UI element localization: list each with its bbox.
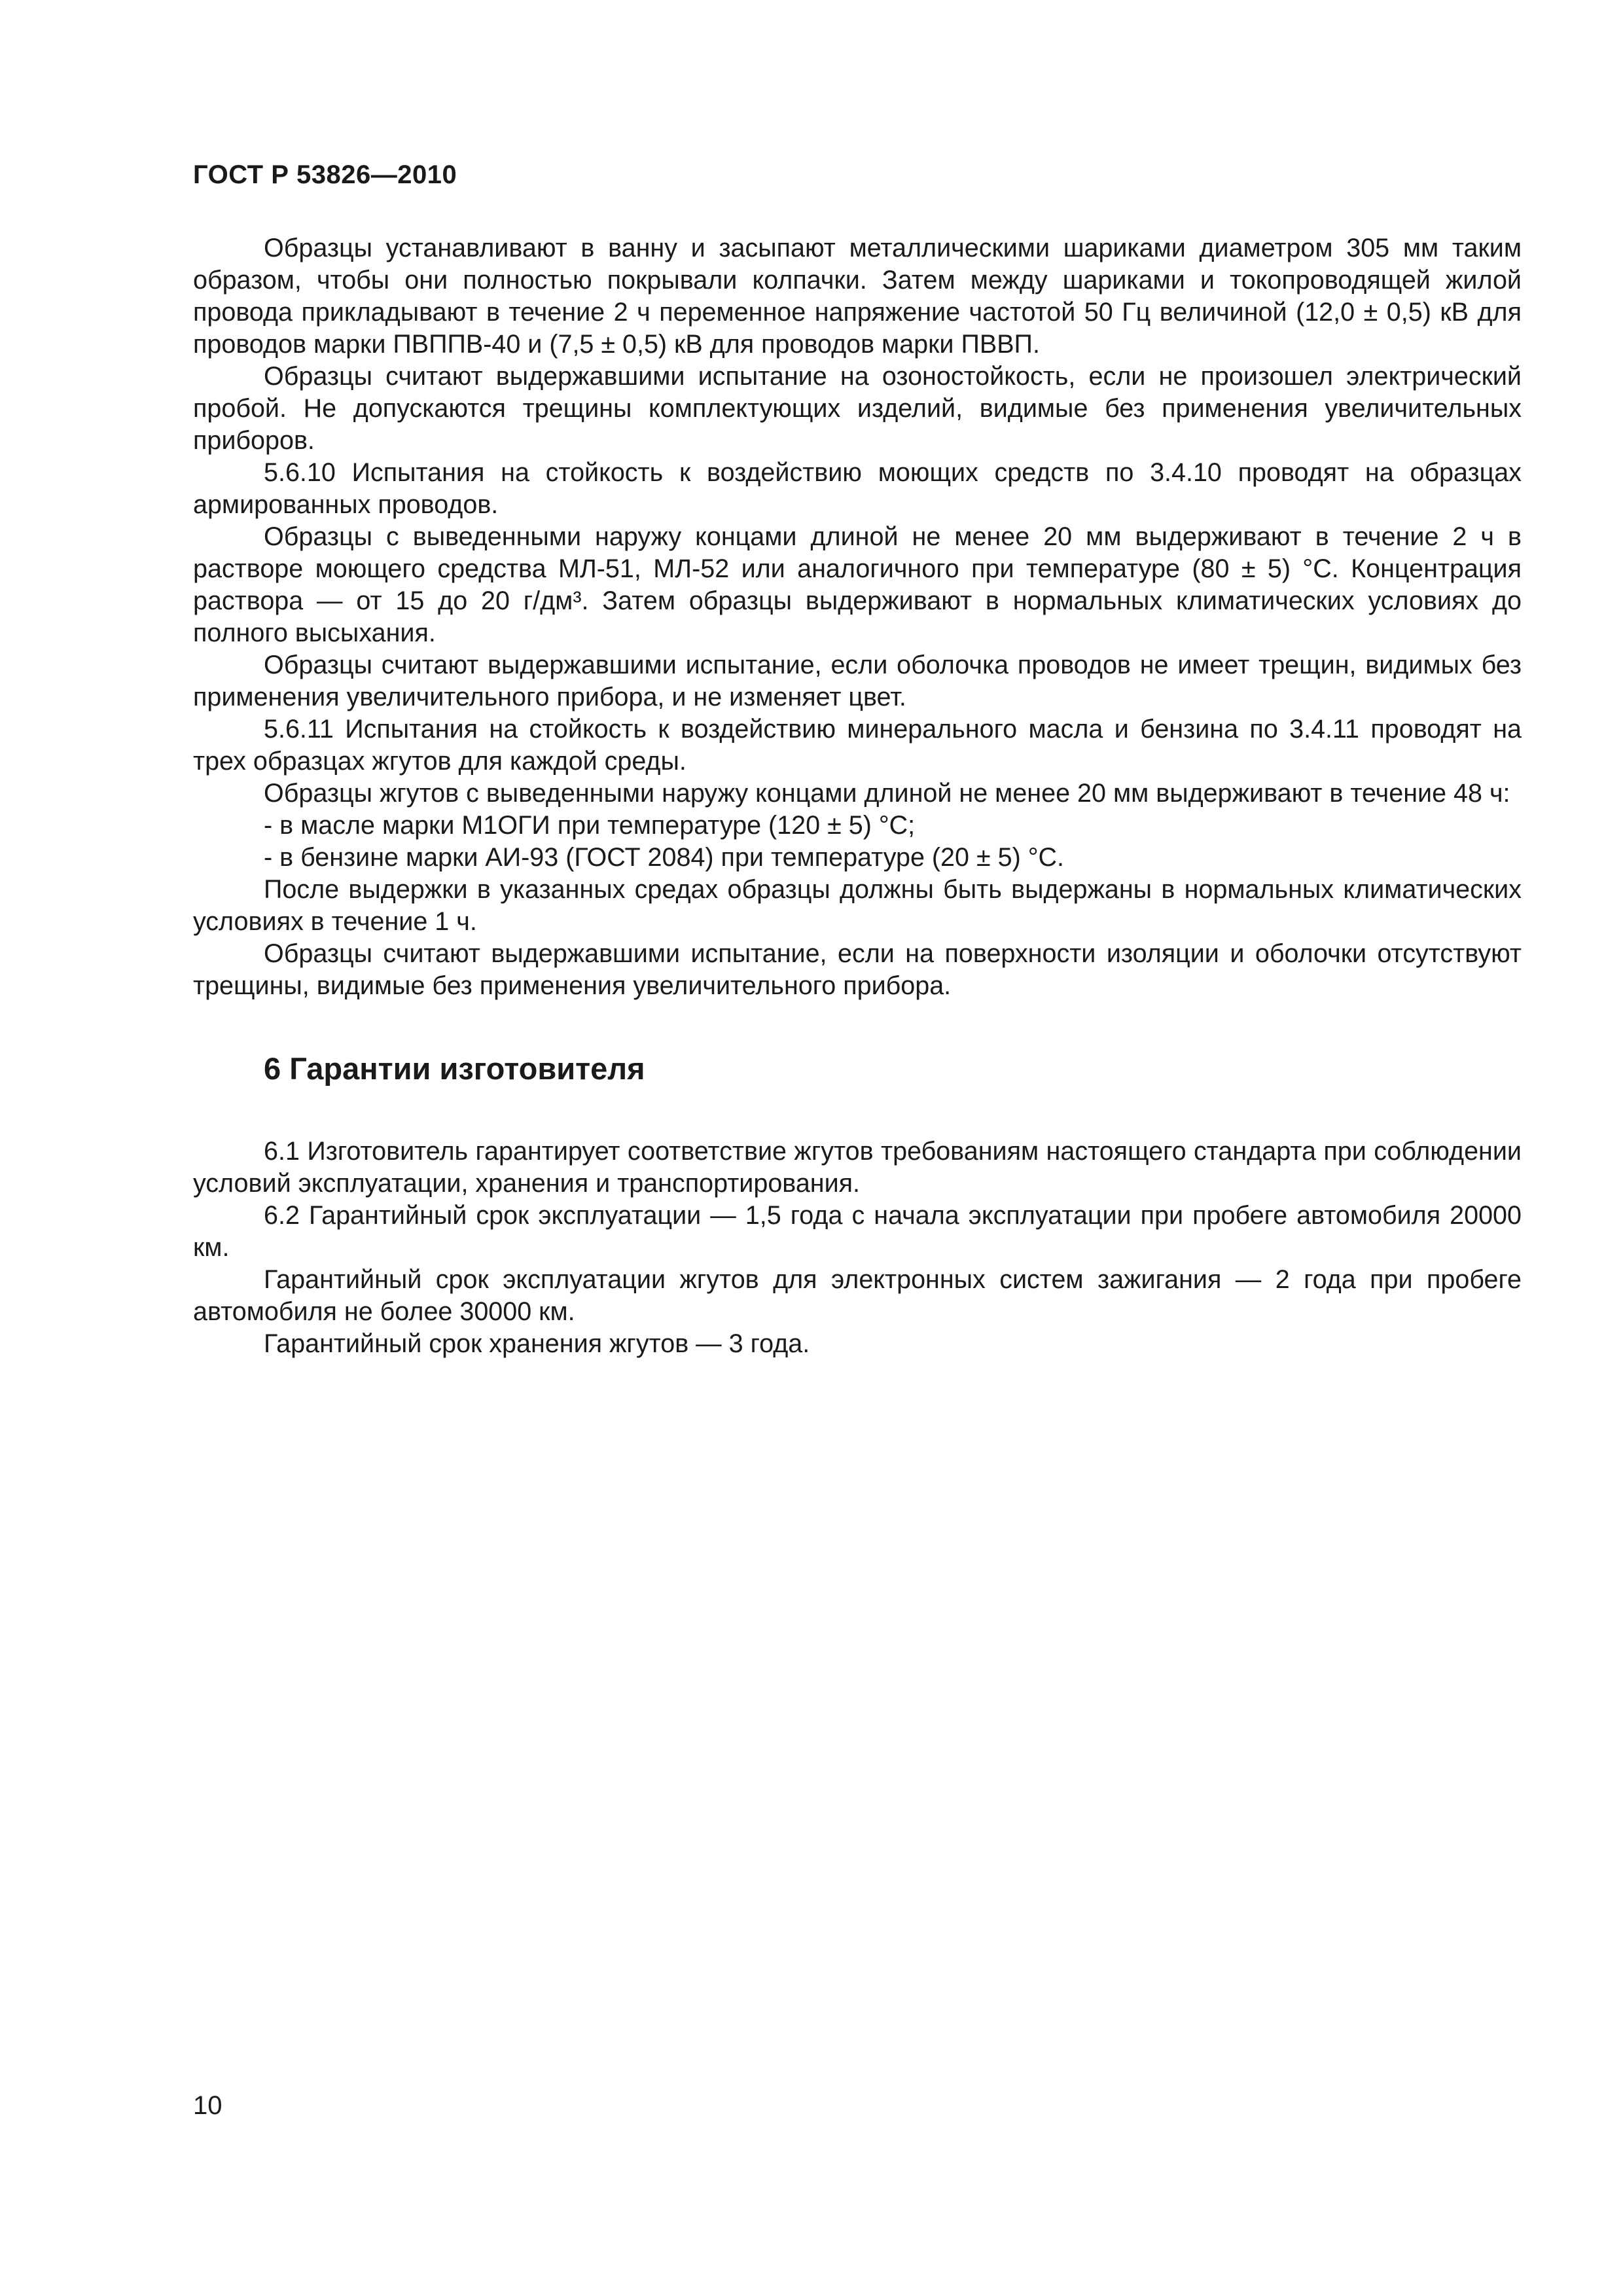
- paragraph: Образцы считают выдержавшими испытание на озоностойкость, если не произошел электрический пробой. Не допускаются трещины комплектующих изделий, видимые без применения увеличительных приборов.: [193, 362, 1522, 455]
- paragraph: Гарантийный срок хранения жгутов — 3 года.: [264, 1329, 810, 1358]
- paragraph: Гарантийный срок эксплуатации жгутов для электронных систем зажигания — 2 года при пробеге автомобиля не более 30000 км.: [193, 1265, 1522, 1326]
- paragraph: Образцы с выведенными наружу концами длиной не менее 20 мм выдерживают в течение 2 ч в растворе моющего средства МЛ-51, МЛ-52 или аналогичного при температуре (80 ± 5) °С. Концентрация раствора — от 15 до 20 г/дм³. Затем образцы выдерживают в нормальных климатических условиях до полного высыхания.: [193, 522, 1522, 647]
- paragraph: Образцы считают выдержавшими испытание, если на поверхности изоляции и оболочки отсутствуют трещины, видимые без применения увеличительного прибора.: [193, 939, 1522, 1000]
- section-6-heading: 6 Гарантии изготовителя: [264, 1051, 645, 1086]
- paragraph: Образцы жгутов с выведенными наружу концами длиной не менее 20 мм выдерживают в течение 48 ч:: [264, 779, 1510, 808]
- paragraph: 6.2 Гарантийный срок эксплуатации — 1,5 года с начала эксплуатации при пробеге автомобиля 20000 км.: [193, 1201, 1522, 1262]
- paragraph: 5.6.10 Испытания на стойкость к воздействию моющих средств по 3.4.10 проводят на образцах армированных проводов.: [193, 458, 1522, 519]
- section-5-body: [193, 232, 1522, 1002]
- paragraph: 5.6.11 Испытания на стойкость к воздействию минерального масла и бензина по 3.4.11 проводят на трех образцах жгутов для каждой среды.: [193, 715, 1522, 776]
- document-code-header: ГОСТ Р 53826—2010: [193, 160, 457, 189]
- list-item: - в масле марки М1ОГИ при температуре (120 ± 5) °С;: [264, 811, 916, 840]
- paragraph: Образцы устанавливают в ванну и засыпают металлическими шариками диаметром 305 мм таким образом, чтобы они полностью покрывали колпачки. Затем между шариками и токопроводящей жилой провода прикладывают в течение 2 ч переменное напряжение частотой 50 Гц величиной (12,0 ± 0,5) кВ для проводов марки ПВППВ-40 и (7,5 ± 0,5) кВ для проводов марки ПВВП.: [193, 234, 1522, 359]
- section-6-body: [193, 1136, 1522, 1360]
- list-item: - в бензине марки АИ-93 (ГОСТ 2084) при температуре (20 ± 5) °С.: [264, 843, 1065, 872]
- paragraph: Образцы считают выдержавшими испытание, если оболочка проводов не имеет трещин, видимых без применения увеличительного прибора, и не изменяет цвет.: [193, 651, 1522, 711]
- paragraph: После выдержки в указанных средах образцы должны быть выдержаны в нормальных климатических условиях в течение 1 ч.: [193, 875, 1522, 936]
- paragraph: 6.1 Изготовитель гарантирует соответствие жгутов требованиям настоящего стандарта при соблюдении условий эксплуатации, хранения и транспортирования.: [193, 1137, 1522, 1198]
- page-number: 10: [193, 2091, 223, 2120]
